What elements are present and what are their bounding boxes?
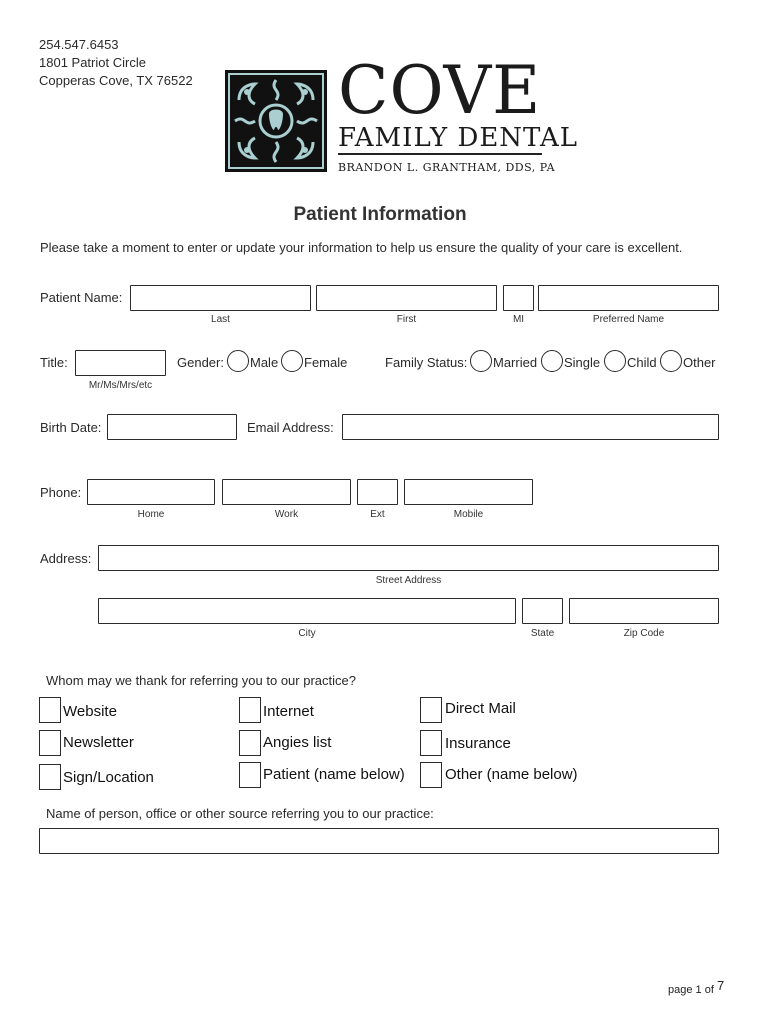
email-label: Email Address: <box>247 420 334 435</box>
address-label: Address: <box>40 551 92 566</box>
first-name-field[interactable] <box>316 285 497 311</box>
preferred-name-field[interactable] <box>538 285 719 311</box>
referral-sign-location-checkbox[interactable] <box>39 764 61 790</box>
page-prefix: page 1 of <box>668 984 714 996</box>
referral-newsletter-checkbox[interactable] <box>39 730 61 756</box>
state-sublabel: State <box>530 628 555 639</box>
referral-direct-mail-checkbox[interactable] <box>420 697 442 723</box>
status-married-label: Married <box>493 355 538 370</box>
title-field[interactable] <box>75 350 166 376</box>
referral-insurance-label: Insurance <box>445 735 511 752</box>
referral-question: Whom may we thank for referring you to our practice? <box>46 673 356 688</box>
mi-sublabel: MI <box>512 314 525 325</box>
status-other-radio[interactable] <box>660 350 682 372</box>
phone-label: Phone: <box>40 485 82 500</box>
page-total: 7 <box>716 978 725 993</box>
referral-website-checkbox[interactable] <box>39 697 61 723</box>
referral-patient-label: Patient (name below) <box>263 766 405 783</box>
work-sublabel: Work <box>274 509 299 520</box>
status-married-radio[interactable] <box>470 350 492 372</box>
logo-subtitle: FAMILY DENTAL <box>338 123 579 153</box>
state-field[interactable] <box>522 598 563 624</box>
ornament-icon <box>225 70 327 172</box>
family-status-label: Family Status: <box>385 355 468 370</box>
practice-phone: 254.547.6453 <box>39 37 119 52</box>
status-child-radio[interactable] <box>604 350 626 372</box>
referral-other-checkbox[interactable] <box>420 762 442 788</box>
referral-patient-checkbox[interactable] <box>239 762 261 788</box>
status-single-label: Single <box>564 355 601 370</box>
mi-field[interactable] <box>503 285 534 311</box>
preferred-sublabel: Preferred Name <box>592 314 665 325</box>
street-sublabel: Street Address <box>375 575 442 586</box>
referral-internet-label: Internet <box>263 703 314 720</box>
referral-insurance-checkbox[interactable] <box>420 730 442 756</box>
status-other-label: Other <box>683 355 716 370</box>
zip-field[interactable] <box>569 598 719 624</box>
referral-angies-list-checkbox[interactable] <box>239 730 261 756</box>
birth-date-label: Birth Date: <box>40 420 102 435</box>
ext-sublabel: Ext <box>370 509 385 520</box>
referral-name-label: Name of person, office or other source referring you to our practice: <box>46 806 434 821</box>
gender-male-label: Male <box>250 355 279 370</box>
ext-field[interactable] <box>357 479 398 505</box>
referral-newsletter-label: Newsletter <box>63 734 134 751</box>
form-intro: Please take a moment to enter or update your information to help us ensure the quality of your care is excellent. <box>40 240 683 255</box>
status-child-label: Child <box>627 355 657 370</box>
tooth-icon <box>269 110 283 131</box>
gender-female-label: Female <box>304 355 348 370</box>
home-sublabel: Home <box>137 509 165 520</box>
city-sublabel: City <box>298 628 316 639</box>
referral-angies-list-label: Angies list <box>263 734 332 751</box>
referral-sign-location-label: Sign/Location <box>63 769 154 786</box>
work-phone-field[interactable] <box>222 479 351 505</box>
gender-female-radio[interactable] <box>281 350 303 372</box>
street-address-field[interactable] <box>98 545 719 571</box>
practice-street: 1801 Patriot Circle <box>39 55 146 70</box>
birth-date-field[interactable] <box>107 414 237 440</box>
last-name-field[interactable] <box>130 285 311 311</box>
patient-name-label: Patient Name: <box>40 290 123 305</box>
practice-city: Copperas Cove, TX 76522 <box>39 73 193 88</box>
referral-name-field[interactable] <box>39 828 719 854</box>
status-single-radio[interactable] <box>541 350 563 372</box>
last-sublabel: Last <box>211 314 230 325</box>
referral-direct-mail-label: Direct Mail <box>445 700 516 717</box>
gender-label: Gender: <box>177 355 224 370</box>
title-sublabel: Mr/Ms/Mrs/etc <box>88 380 153 391</box>
mobile-sublabel: Mobile <box>453 509 484 520</box>
email-field[interactable] <box>342 414 719 440</box>
home-phone-field[interactable] <box>87 479 215 505</box>
title-label: Title: <box>40 355 68 370</box>
referral-other-label: Other (name below) <box>445 766 578 783</box>
referral-internet-checkbox[interactable] <box>239 697 261 723</box>
form-title: Patient Information <box>293 204 467 225</box>
logo-divider <box>338 153 542 155</box>
logo-emblem <box>225 70 327 172</box>
zip-sublabel: Zip Code <box>623 628 665 639</box>
first-sublabel: First <box>396 314 417 325</box>
page-indicator <box>668 978 725 996</box>
referral-website-label: Website <box>63 703 117 720</box>
gender-male-radio[interactable] <box>227 350 249 372</box>
city-field[interactable] <box>98 598 516 624</box>
logo-doctor: BRANDON L. GRANTHAM, DDS, PA <box>338 161 556 174</box>
mobile-phone-field[interactable] <box>404 479 533 505</box>
logo-name: COVE <box>338 52 542 129</box>
